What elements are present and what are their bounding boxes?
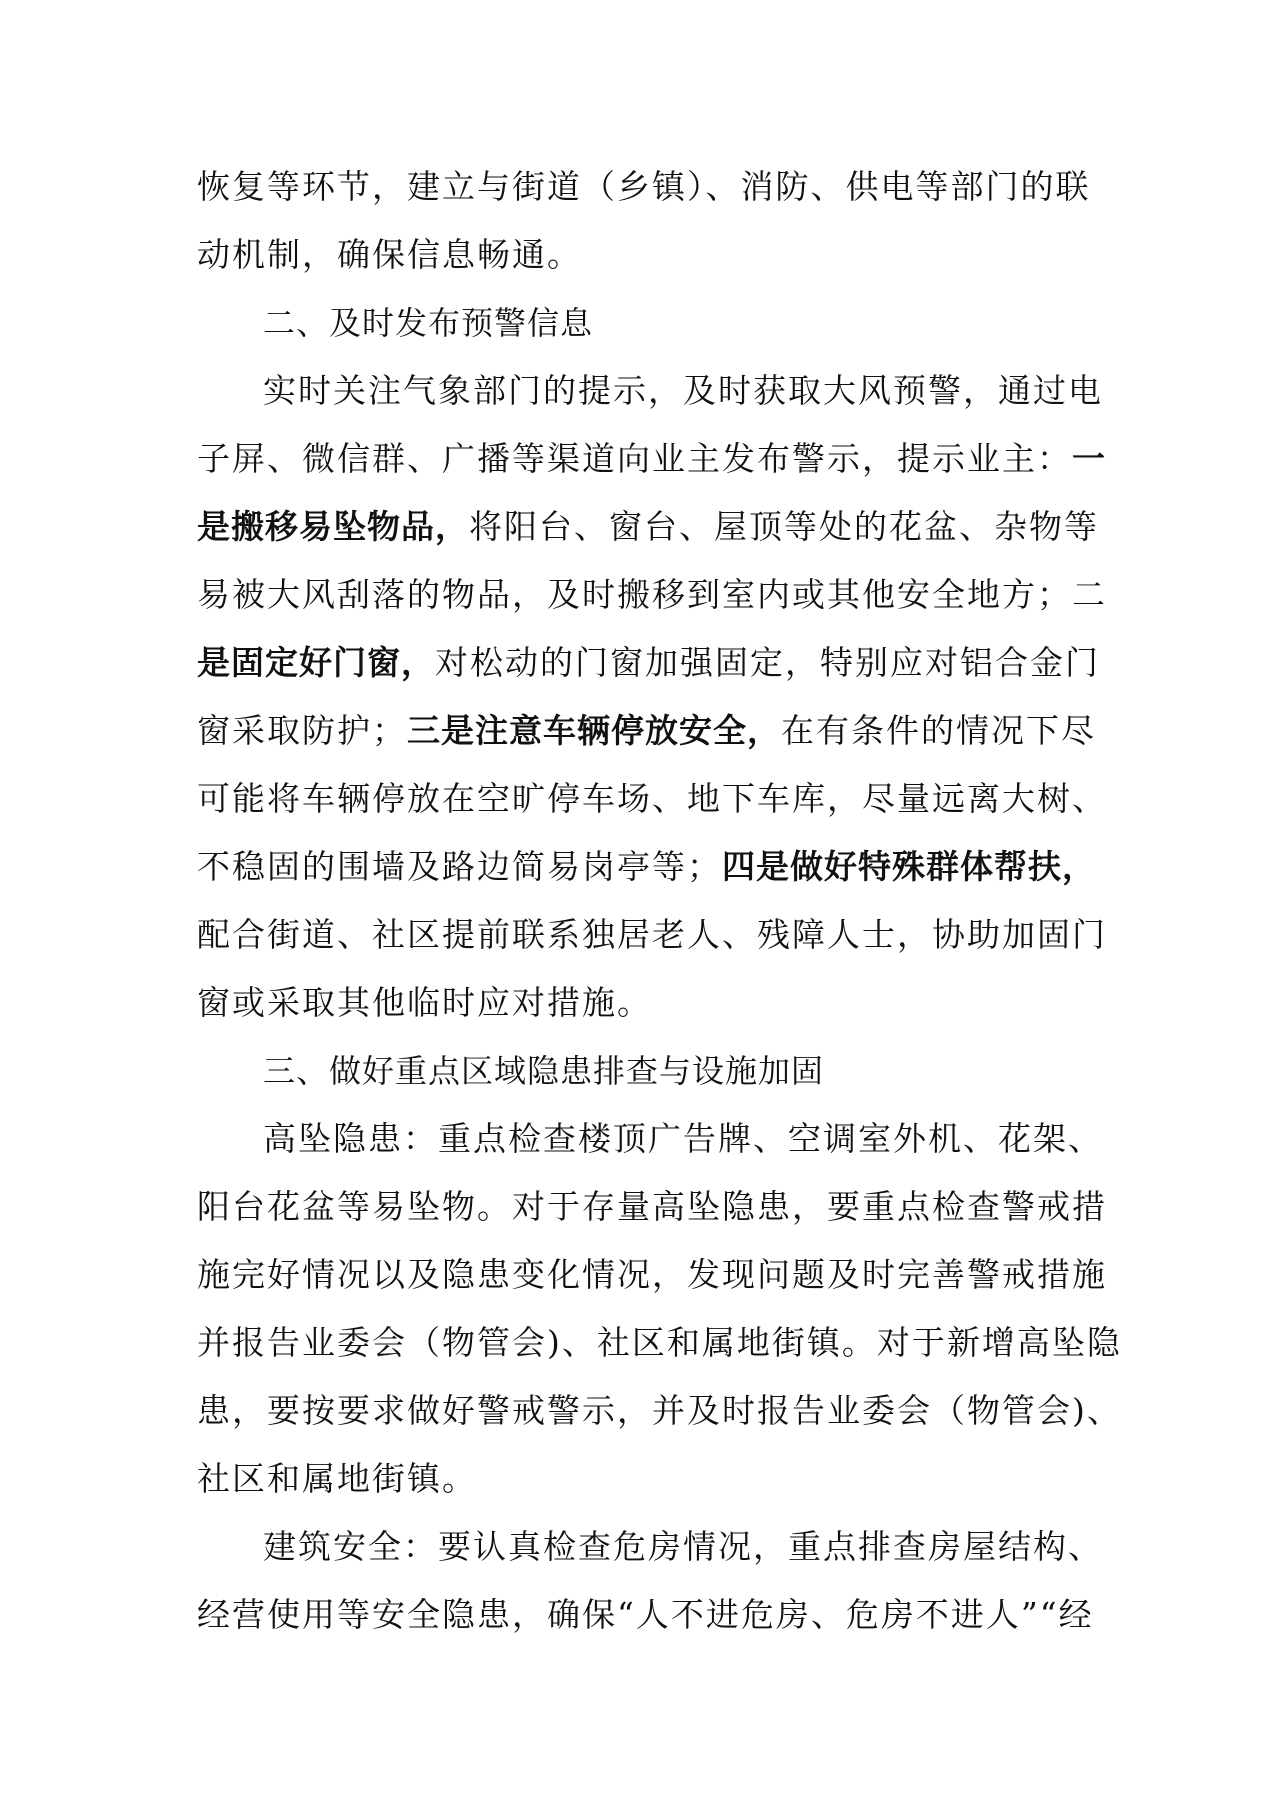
body-line: 可能将车辆停放在空旷停车场、地下车库，尽量远离大树、 [197,779,1107,818]
body-line: 经营使用等安全隐患，确保“人不进危房、危房不进人”“经 [197,1595,1094,1634]
body-line: 动机制，确保信息畅通。 [197,235,582,274]
section-heading-3: 三、做好重点区域隐患排查与设施加固 [263,1052,825,1090]
bold-text-run: 四是做好特殊群体帮扶， [722,847,1096,886]
body-line: 高坠隐患：重点检查楼顶广告牌、空调室外机、花架、 [263,1119,1103,1158]
body-line: 患，要按要求做好警戒警示，并及时报告业委会（物管会)、 [197,1391,1122,1430]
body-line [197,491,1099,563]
body-line: 阳台花盆等易坠物。对于存量高坠隐患，要重点检查警戒措 [197,1187,1107,1226]
body-line: 建筑安全：要认真检查危房情况，重点排查房屋结构、 [263,1527,1103,1566]
text-run: 在有条件的情况下尽 [781,711,1096,750]
text-run: 窗采取防护； [197,711,407,750]
body-line: 配合街道、社区提前联系独居老人、残障人士，协助加固门 [197,915,1107,954]
body-line: 窗或采取其他临时应对措施。 [197,983,652,1022]
bold-text-run: 是固定好门窗， [197,643,435,682]
body-line: 易被大风刮落的物品，及时搬移到室内或其他安全地方；二 [197,575,1107,614]
text-run: 子屏、微信群、广播等渠道向业主发布警示，提示业主： [197,439,1072,478]
body-line [197,831,1096,903]
body-line: 恢复等环节，建立与街道（乡镇）、消防、供电等部门的联 [197,167,1091,206]
body-line: 施完好情况以及隐患变化情况，发现问题及时完善警戒措施 [197,1255,1107,1294]
text-run: 对松动的门窗加强固定，特别应对铝合金门 [435,643,1100,682]
body-line: 并报告业委会（物管会)、社区和属地街镇。对于新增高坠隐 [197,1323,1122,1362]
bold-text-run: 一 [1072,439,1106,478]
body-line [197,627,1100,699]
section-heading-2: 二、及时发布预警信息 [263,304,594,342]
text-run: 不稳固的围墙及路边简易岗亭等； [197,847,722,886]
bold-text-run: 三是注意车辆停放安全， [407,711,781,750]
body-line: 社区和属地街镇。 [197,1459,477,1498]
text-run: 将阳台、窗台、屋顶等处的花盆、杂物等 [469,507,1099,546]
bold-text-run: 是搬移易坠物品， [197,507,469,546]
body-line [197,423,1106,495]
body-line [197,695,1096,767]
body-line: 实时关注气象部门的提示，及时获取大风预警，通过电 [263,371,1103,410]
